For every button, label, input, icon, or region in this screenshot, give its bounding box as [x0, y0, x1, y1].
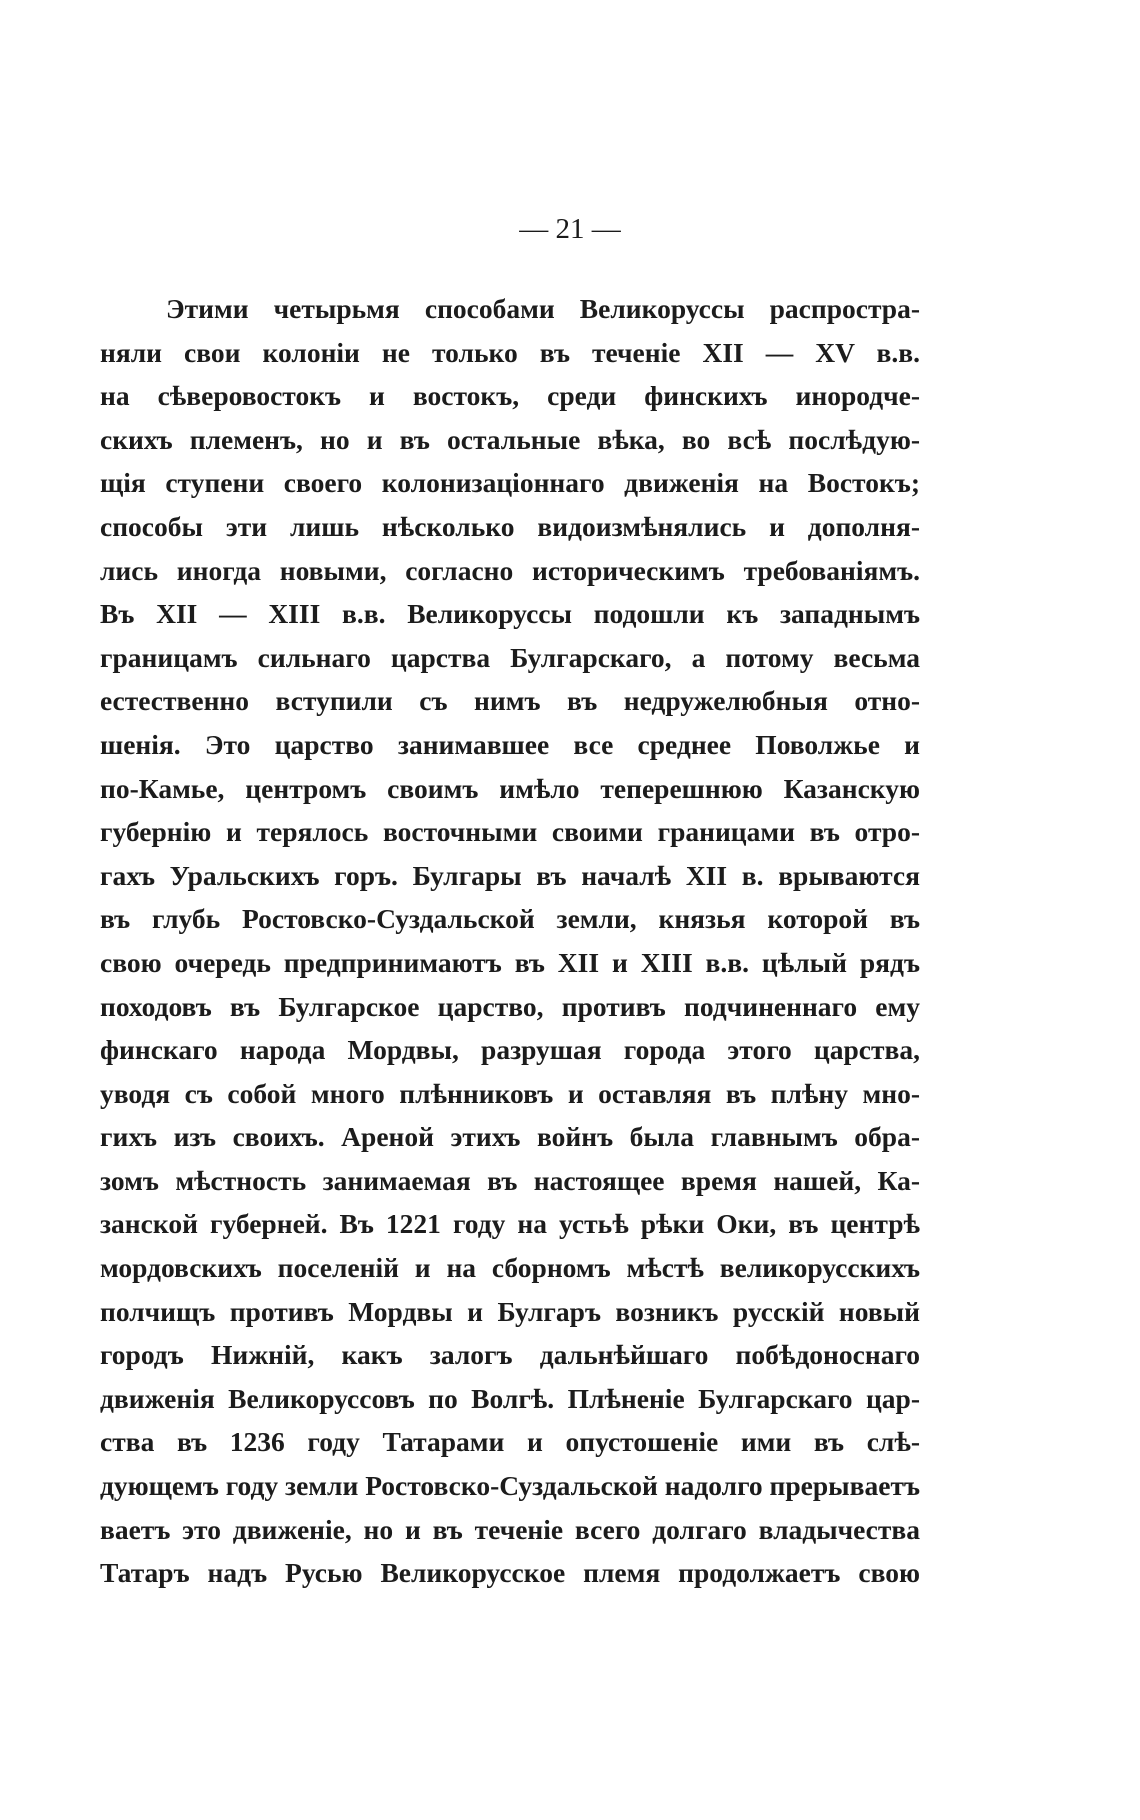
text-line: полчищъ противъ Мордвы и Булгаръ возникъ русскій новый	[100, 1295, 920, 1327]
text-line: гихъ изъ своихъ. Ареной этихъ войнъ была главнымъ обра-	[100, 1121, 920, 1153]
text-line: по-Камье, центромъ своимъ имѣло теперешнюю Казанскую	[100, 772, 920, 804]
text-line: границамъ сильнаго царства Булгарскаго, а потому весьма	[100, 641, 920, 673]
text-line: Татаръ надъ Русью Великорусское племя продолжаетъ свою	[100, 1557, 920, 1589]
body-text	[100, 287, 920, 1595]
page-number: — 21 —	[519, 213, 621, 245]
text-line: мордовскихъ поселеній и на сборномъ мѣстѣ великорусскихъ	[100, 1252, 920, 1284]
text-line: движенія Великоруссовъ по Волгѣ. Плѣненіе Булгарскаго цар-	[100, 1382, 920, 1414]
text-line: въ глубь Ростовско-Суздальской земли, князья которой въ	[100, 903, 920, 935]
text-line: дующемъ году земли Ростовско-Суздальской надолго прерываетъ	[100, 1470, 920, 1502]
text-line: гахъ Уральскихъ горъ. Булгары въ началѣ XII в. врываются	[100, 859, 920, 891]
text-line: естественно вступили съ нимъ въ недружелюбныя отно-	[100, 685, 920, 717]
text-line: походовъ въ Булгарское царство, противъ подчиненнаго ему	[100, 990, 920, 1022]
text-line: способы эти лишь нѣсколько видоизмѣнялись и дополня-	[100, 510, 920, 542]
text-line: Въ XII — XIII в.в. Великоруссы подошли къ западнымъ	[100, 598, 920, 630]
text-line: ваетъ это движеніе, но и въ теченіе всего долгаго владычества	[100, 1513, 920, 1545]
text-line: шенія. Это царство занимавшее все среднее Поволжье и	[100, 728, 920, 760]
text-line: занской губерней. Въ 1221 году на устьѣ рѣки Оки, въ центрѣ	[100, 1208, 920, 1240]
text-line: губернію и терялось восточными своими границами въ отро-	[100, 816, 920, 848]
text-line: зомъ мѣстность занимаемая въ настоящее время нашей, Ка-	[100, 1164, 920, 1196]
text-line: Этими четырьмя способами Великоруссы распростра-	[166, 293, 920, 324]
text-line: няли свои колоніи не только въ теченіе XII — XV в.в.	[100, 336, 920, 368]
text-line: свою очередь предпринимаютъ въ XII и XIII в.в. цѣлый рядъ	[100, 946, 920, 978]
text-line: на сѣверовостокъ и востокъ, среди финскихъ инородче-	[100, 380, 920, 412]
text-line: щія ступени своего колонизаціоннаго движенія на Востокъ;	[100, 467, 920, 499]
text-line: скихъ племенъ, но и въ остальные вѣка, во всѣ послѣдую-	[100, 423, 920, 455]
text-line: ства въ 1236 году Татарами и опустошеніе ими въ слѣ-	[100, 1426, 920, 1458]
text-line: уводя съ собой много плѣнниковъ и оставляя въ плѣну мно-	[100, 1077, 920, 1109]
text-line: городъ Нижній, какъ залогъ дальнѣйшаго побѣдоноснаго	[100, 1339, 920, 1371]
text-line: финскаго народа Мордвы, разрушая города этого царства,	[100, 1034, 920, 1066]
text-line: лись иногда новыми, согласно историческимъ требованіямъ.	[100, 554, 920, 586]
